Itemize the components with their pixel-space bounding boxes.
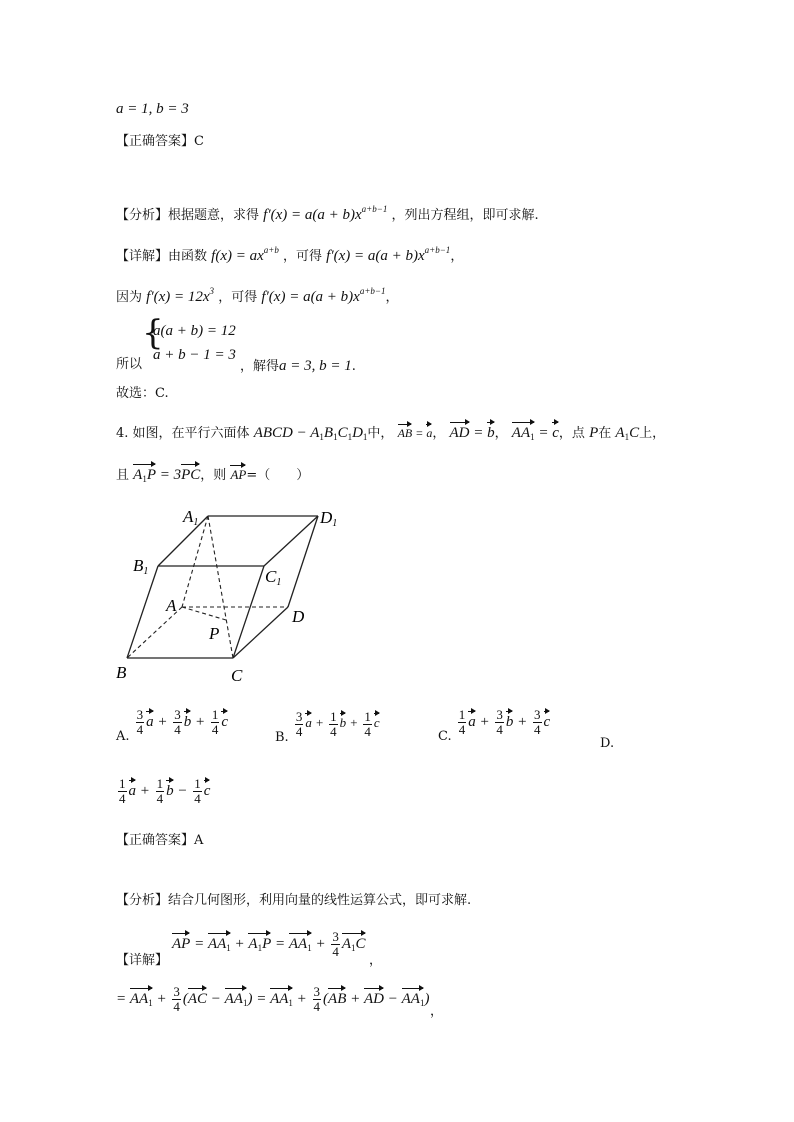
option-d[interactable] [600,736,614,752]
result-line: a = 1, b = 3 [116,101,189,117]
analysis-line-prev [116,204,539,224]
q4-text2: 中， [367,426,394,441]
derivative-formula: $f'(x) = a(a + b)x^{a+b-1}$ [263,204,388,223]
label-a: A [166,596,177,615]
option-c-label: C. [438,728,452,744]
analysis-line-q4 [116,893,471,909]
option-a-label: A. [116,728,130,744]
because-mid-text: ，可得 [218,290,258,305]
choose-line: 故选：C. [116,386,169,401]
solve-value: a = 3, b = 1 [279,358,352,374]
detail-label-q4: 【详解】 [116,953,169,968]
q4-stem-line2 [116,466,309,485]
detail-eq-1: AP = $AA_1 + A_1P = AA_1$ + $\frac{3}{4}$ $A_1C$ [172,929,366,959]
detail-comma-2: ， [430,1004,444,1019]
system-eq-2: a + b − 1 = 3 [153,347,236,363]
analysis-text-post: ，列出方程组，即可求解. [391,208,539,223]
detail-text-pre: 由函数 [168,249,208,264]
analysis-label: 【分析】 [116,208,169,223]
derivative-formula-2: $f'(x) = a(a + b)x^{a+b-1}$ [326,245,451,264]
solid-name: ABCD − $A_1B_1C_1D_1$ [253,425,368,442]
system-eq-1: a(a + b) = 12 [153,323,236,339]
label-c: C [231,666,243,685]
detail-text-mid: ，可得 [283,249,323,264]
q4-text1: 如图，在平行六面体 [132,426,250,441]
question-number: 4. [116,426,129,441]
label-p: P [209,624,220,643]
q4-text7: 上， [639,426,666,441]
vector-ad-def: AD = b [449,425,495,441]
segment-a1c: $A_1C$ [615,425,640,442]
answer-label-q4: 【正确答案】 [116,833,195,848]
derivative-formula-3: $f'(x) = a(a + b)x^{a+b-1}$ [261,286,386,305]
analysis-text-pre: 根据题意，求得 [168,208,260,223]
option-c-expr: $\frac{1}{4}$ a + $\frac{3}{4}$ b + $\frac{3}{4}$ c [458,707,551,737]
option-a-expr: $\frac{3}{4}$ a + $\frac{3}{4}$ b + $\frac{1}{4}$ c [136,707,229,737]
option-b-label: B. [275,730,289,746]
label-d: D [292,607,305,626]
segment-ap [182,607,226,620]
system-brace: { [142,313,164,353]
q4-text8: 且 [116,468,130,483]
option-c[interactable] [438,707,551,744]
solve-line [240,357,356,375]
q4-stem-line1 [116,424,665,443]
edge-b1b [127,566,158,658]
parallelepiped-figure [110,498,370,688]
option-d-label: D. [600,736,615,751]
label-b1: B1 [133,556,149,577]
point-p: P [589,425,599,441]
q4-text3: ， [432,426,446,441]
option-d-expr: $\frac{1}{4}$ a + $\frac{1}{4}$ b − $\frac{1}{4}$ c [119,776,211,806]
option-b[interactable] [275,709,380,746]
label-a1: A1 [183,507,199,528]
answer-value: C [194,134,204,149]
derivative-value: $f'(x) = 12x^3$ [146,286,215,305]
q4-text4: ， [494,426,508,441]
because-text: 因为 [116,290,143,305]
analysis-text-q4: 结合几何图形，利用向量的线性运算公式，即可求解. [168,893,472,908]
option-b-expr: $\frac{3}{4}$ a + $\frac{1}{4}$ b + $\frac{1}{4}$ c [295,709,380,739]
q4-text10: =（ ） [246,468,310,483]
because-comma: ， [385,290,399,305]
solve-text: ，解得 [240,359,280,374]
because-line [116,286,399,306]
label-d1: D1 [320,508,338,529]
analysis-label-q4: 【分析】 [116,893,169,908]
answer-value-q4: A [194,833,204,848]
function-formula: $f(x) = ax^{a+b}$ [211,245,279,264]
detail-eq-2: = $AA_1$ + $\frac{3}{4}$ $(AC - AA_1) = AA_1$ + $\frac{3}{4}$ (AB + AD − $AA_1$) [116,984,430,1014]
detail-line-prev [116,245,463,265]
condition-eq: $A_1P = 3PC$ [133,467,201,484]
answer-label: 【正确答案】 [116,134,195,149]
detail-label: 【详解】 [116,249,169,264]
q4-text6: 在 [598,426,612,441]
detail-comma-1: ， [369,953,383,968]
answer-line-prev [116,134,204,150]
label-b: B [116,663,127,682]
detail-comma: ， [450,249,464,264]
option-a[interactable] [116,707,229,744]
vector-ap: AP [230,467,247,482]
answer-line-q4 [116,833,203,849]
q4-text9: ，则 [200,468,227,483]
vector-aa1-def: $AA_1 = c$ [511,425,559,442]
solve-period: . [351,359,356,374]
q4-text5: ，点 [558,426,585,441]
so-label: 所以 [116,357,143,372]
vector-ab-def: AB = a [397,426,433,440]
label-c1: C1 [265,567,282,588]
